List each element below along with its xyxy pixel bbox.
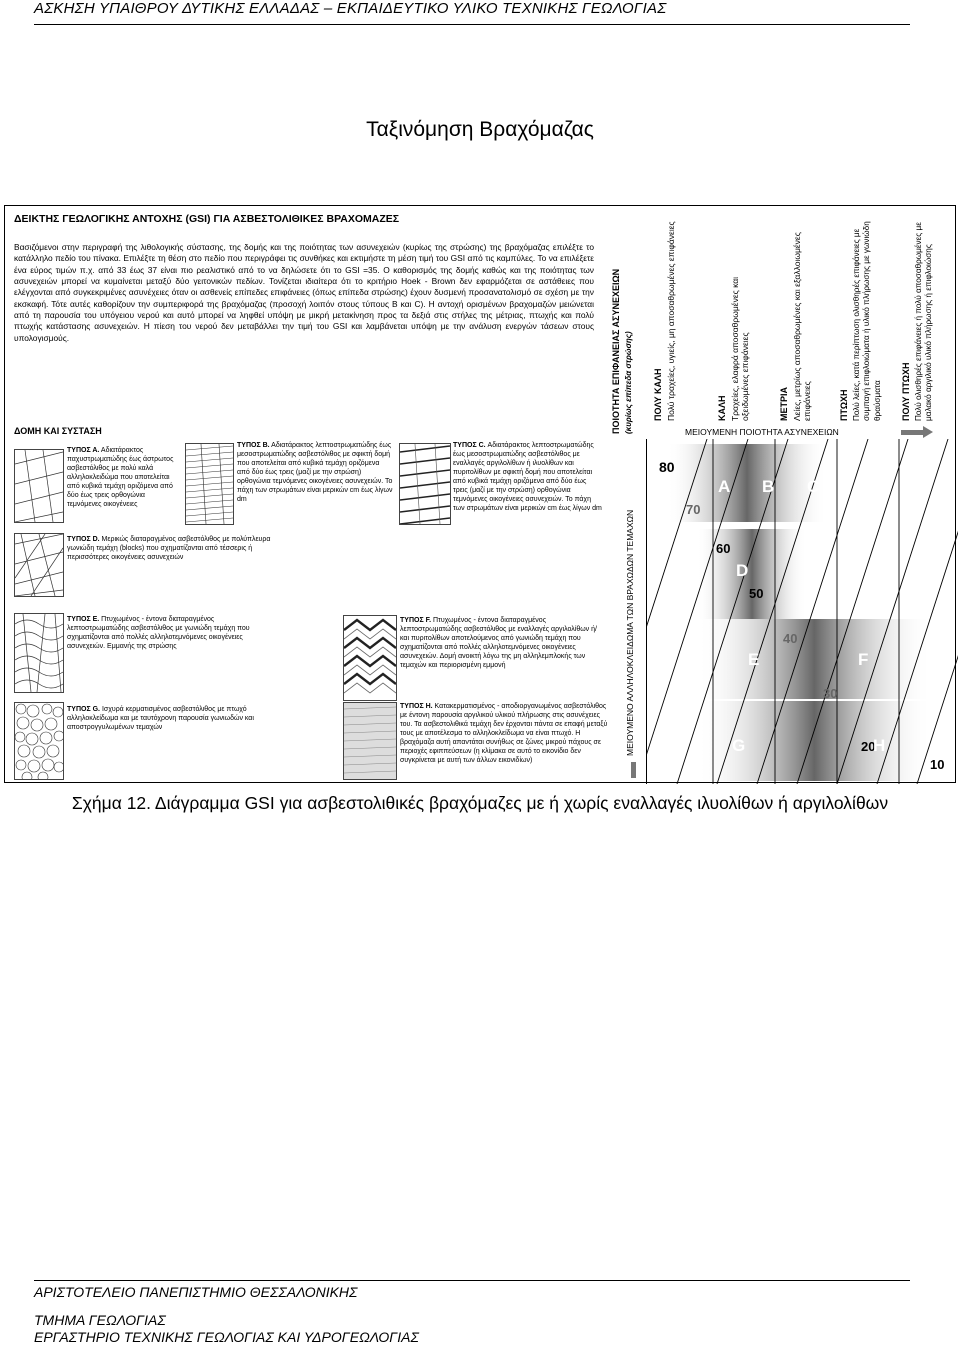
contour-50: 50: [749, 586, 764, 601]
col-good-desc: Τραχείες, ελαφρά αποσαθρωμένες και οξειδωμένες επιφάνειες: [730, 276, 750, 421]
contour-20: 20: [861, 739, 876, 754]
col-fair-title: ΜΕΤΡΙΑ: [779, 386, 789, 421]
chart-letter-f: F: [858, 650, 869, 669]
type-c-icon: [399, 443, 451, 525]
chart-letter-d: D: [736, 561, 749, 580]
chart-letter-b: B: [762, 477, 775, 496]
structure-heading: ΔΟΜΗ ΚΑΙ ΣΥΣΤΑΣΗ: [14, 426, 102, 436]
type-d-icon: [14, 533, 64, 597]
fractured-blocks-icon: [15, 534, 63, 596]
folded-interbedded-icon: [344, 616, 396, 700]
col-fair-desc: Λείες, μετρίως αποσαθρωμένες και εξαλλοιωμένες επιφάνειες: [792, 232, 812, 421]
type-h-icon: [343, 702, 397, 780]
contour-30: 30: [823, 686, 838, 701]
type-a-icon: [14, 449, 64, 523]
chart-letter-e: E: [748, 650, 760, 669]
footer-divider: [34, 1280, 910, 1281]
type-d-text: ΤΥΠΟΣ D. Μερικώς διαταραγμένος ασβεστόλιθος με πολύπλευρα γωνιώδη τεμάχη (blocks) που σχηματίζονται από τέσσερις ή περισσότερες οικογένειες ασυνεχειών: [67, 536, 271, 561]
header-divider: [34, 24, 910, 25]
gsi-title: ΔΕΙΚΤΗΣ ΓΕΩΛΟΓΙΚΗΣ ΑΝΤΟΧΗΣ (GSI) ΓΙΑ ΑΣΒΕΣΤΟΛΙΘΙΚΕΣ ΒΡΑΧΟΜΑΖΕΣ: [14, 213, 400, 225]
gsi-chart-svg: [647, 439, 958, 784]
decreasing-quality-label: ΜΕΙΟΥΜΕΝΗ ΠΟΙΟΤΗΤΑ ΑΣΥΝΕΧΕΙΩΝ: [685, 427, 839, 437]
type-f-icon: [343, 615, 397, 701]
type-f-text: ΤΥΠΟΣ F. Πτυχωμένος - έντονα διαταραγμένος λεπτοστρωματώδης ασβεστόλιθος με εναλλαγές αργιλολίθων ή/και πυριτολίθων αποτελούμενος από γωνιώδη τεμάχη που σχηματίζονται από πολλές αλληλοτεμνόμενες οικογένειες ασυνεχειών. Δομή ανοικτή λόγω της μη αλληλεμπλοκής των τεμαχών και περιορισμένη εμμονή: [400, 617, 597, 669]
type-b-icon: [185, 443, 234, 525]
type-g-text: ΤΥΠΟΣ G. Ισχυρά κερματισμένος ασβεστόλιθος με πτωχό αλληλοκλείδωμα και με ταυτόχρονη παρουσία γωνιωδών και αποστρογγυλωμένων τεμαχών: [67, 706, 254, 731]
col-very-poor-desc: Πολύ ολισθηρές επιφάνειες ή πολύ αποσαθρωμένες με μαλακό αργιλικό υλικό πλήρωσης ή επιφλοιώσης: [914, 222, 934, 421]
col-good-title: ΚΑΛΗ: [717, 395, 727, 421]
interbedded-icon: [400, 444, 450, 524]
chart-letter-g: G: [732, 736, 746, 755]
rock-blocks-icon: [15, 450, 63, 522]
footer-lab: ΕΡΓΑΣΤΗΡΙΟ ΤΕΧΝΙΚΗΣ ΓΕΩΛΟΓΙΑΣ ΚΑΙ ΥΔΡΟΓΕΩΛΟΓΙΑΣ: [34, 1329, 419, 1345]
decreasing-quality-arrow: [901, 430, 925, 435]
type-a-text: ΤΥΠΟΣ Α. Αδιατάρακτος παχυστρωματώδης έως άστρωτος ασβεστόλιθος με πολύ καλά αλληλοκλειδώμα που αποτελείται από κυβικά τεμάχη οριζόμενα από δύο έως τρεις ορθογώνια τεμνόμενες οικογένειες: [67, 447, 174, 508]
interlocking-arrow: [631, 762, 636, 778]
chart-letter-h: H: [873, 736, 886, 755]
figure-caption: Σχήμα 12. Διάγραμμα GSI για ασβεστολιθικές βραχόμαζες με ή χωρίς εναλλαγές ιλυολίθων ή αργιλολίθων: [71, 793, 889, 813]
footer-department: ΤΜΗΜΑ ΓΕΩΛΟΓΙΑΣ: [34, 1312, 166, 1328]
col-very-poor-title: ΠΟΛΥ ΠΤΩΧΗ: [901, 362, 911, 421]
running-header: ΑΣΚΗΣΗ ΥΠΑΙΘΡΟΥ ΔΥΤΙΚΗΣ ΕΛΛΑΔΑΣ – ΕΚΠΑΙΔΕΥΤΙΚΟ ΥΛΙΚΟ ΤΕΧΝΙΚΗΣ ΓΕΩΛΟΓΙΑΣ: [34, 0, 667, 17]
page-title: Ταξινόμηση Βραχόμαζας: [366, 118, 594, 141]
type-g-icon: [14, 702, 64, 780]
col-very-good-desc: Πολύ τραχείες, υγιείς, μη αποσαθρωμένες επιφάνειες: [666, 221, 676, 421]
type-e-text: ΤΥΠΟΣ Ε. Πτυχωμένος - έντονα διαταραγμένος λεπτοστρωματώδης ασβεστόλιθος με γωνιώδη τεμάχη που σχηματίζονται από πολλές αλληλοτεμνόμενες οικογένειες ασυνεχειών. Εμμανής της στρώσης: [67, 616, 250, 650]
sheared-rock-icon: [344, 703, 396, 779]
surface-quality-sub: (κυρίως επίπεδα στρώσης): [624, 331, 633, 434]
contour-10: 10: [930, 757, 945, 772]
gsi-description: Βασιζόμενοι στην περιγραφή της λιθολογικής σύστασης, της δομής και της ποιότητας των ασυνεχειών (κυρίως της στρώσης) της βραχόμαζας επιλέξτε το κατάλληλο πεδίο του πίνακα. Επιλέξτε τη θέση στο πεδίο που περιγράφει τις συνθήκες και εκτιμήστε τη μέση τιμή του GSI από τις καμπύλες. Το να επιλέξετε ένα εύρος τιμών π.χ. από 33 έως 37 είναι πιο ρεαλιστικό από το να δηλώσετε ότι το GSI =35. Ο καθορισμός της δομής καθώς και της ποιότητας των ασυνεχειών μπορεί να κυμαίνεται μεταξύ δύο γειτονικών πεδίων. Τονίζεται ιδιαίτερα ότι το κριτήριο Hoek - Brown δεν εφαρμόζεται σε αστάθειες που ελέγχονται από συγκεκριμένες ασυνέχειες όταν οι ασθενείς επίπεδες επιφάνειες (όπως επίπεδα στρώσης) έχουν δυσμενή προσανατολισμό σε σχέση με την εκσκαφή. Τότε αυτές καθορίζουν την συμπεριφορά της βραχόμαζας (προσοχή λοιπόν στους τύπους B και C). Η αντοχή ορισμένων βραχομαζών μειώνεται από τη παρουσία του υπόγειου νερού και αυτό μπορεί να ληφθεί υπόψη με μικρή μετακίνηση προς τα δεξιά στις στήλες της μέτριας, πτωχής και πολύ πτωχής κατάστασης ασυνεχειών. Η πίεση του νερού δεν μεταβάλλει την τιμή του GSI και λαμβάνεται υπόψη με την ανάλυση ενεργών τάσεων στους υπολογισμούς.: [14, 242, 594, 343]
chart-letter-a: A: [718, 477, 731, 496]
gsi-chart: [646, 439, 958, 784]
chart-letter-c: C: [807, 477, 820, 496]
band-d: [697, 529, 807, 619]
contour-80: 80: [659, 459, 675, 475]
surface-quality-heading: ΠΟΙΟΤΗΤΑ ΕΠΙΦΑΝΕΙΑΣ ΑΣΥΝΕΧΕΙΩΝ: [611, 268, 621, 434]
thin-bedded-icon: [186, 444, 233, 524]
contour-60: 60: [716, 541, 731, 556]
col-poor-title: ΠΤΩΧΗ: [839, 389, 849, 421]
contour-70: 70: [686, 502, 701, 517]
crushed-rock-icon: [15, 703, 63, 779]
footer-university: ΑΡΙΣΤΟΤΕΛΕΙΟ ΠΑΝΕΠΙΣΤΗΜΙΟ ΘΕΣΣΑΛΟΝΙΚΗΣ: [34, 1284, 358, 1300]
type-b-text: ΤΥΠΟΣ Β. Αδιατάρακτος λεπτοστρωματώδης έως μεσοστρωματώδης ασβεστόλιθος με σφικτή δομή που αποτελείται από κυβικά τεμάχη οριζόμενα από δύο έως τρεις (μαζί με την στρώση) ορθογώνια τεμνόμενες οικογένειες ασυνεχειών. Το πάχη των στρωμάτων είναι μερικών cm έως λίγων dm: [237, 442, 393, 503]
contour-40: 40: [783, 631, 798, 646]
type-c-text: ΤΥΠΟΣ C. Αδιατάρακτος λεπτοστρωματώδης έως μεσοστρωματώδης ασβεστόλιθος με εναλλαγές αργιλολίθων ή ιλυολίθων και πυριτολίθων με σφικτή δομή που αποτελείται από κυβικά τεμάχη οριζόμενα από δύο έως τρεις (μαζί με την στρώση) ορθογώνια τεμνόμενες οικογένειες ασυνεχειών. Το πάχη των στρωμάτων είναι μερικών cm έως λίγων dm: [453, 442, 602, 512]
interlocking-label: ΜΕΙΟΥΜΕΝΟ ΑΛΛΗΛΟΚΛΕΙΔΩΜΑ ΤΩΝ ΒΡΑΧΩΔΩΝ ΤΕΜΑΧΩΝ: [625, 509, 635, 756]
folded-fractured-icon: [15, 614, 63, 692]
decreasing-quality-arrowhead-icon: [923, 426, 933, 438]
gsi-figure: [4, 205, 956, 783]
type-e-icon: [14, 613, 64, 693]
type-h-text: ΤΥΠΟΣ Η. Κατακερματισμένος - αποδιοργανωμένος ασβεστόλιθος με έντονη παρουσία αργιλικού υλικού πλήρωσης στις ασυνέχειες του. Τα ασβεστολιθικά τεμάχη δεν έρχονται πάντα σε επαφή μεταξύ τους με αποτέλεσμα το αλληλοκλείδωμα να είναι πτωχό. Η βραχόμαζα αυτή απαντάται συνήθως σε ζώνες μικρού πάχους σε περιοχές εφιππεύσεων (η κλίμακα σε αυτό το εικονίδιο δεν συγκρίνεται με αυτή των άλλων εικονιδίων): [400, 703, 608, 764]
band-ef: [697, 619, 932, 699]
col-poor-desc: Πολύ λείες, κατά περίπτωση ολισθηρές επιφάνειες με συμπαγή επιφλοιώματα ή υλικό πλήρωσης με γωνιώδη θραύσματα: [852, 221, 882, 421]
col-very-good-title: ΠΟΛΥ ΚΑΛΗ: [653, 368, 663, 421]
